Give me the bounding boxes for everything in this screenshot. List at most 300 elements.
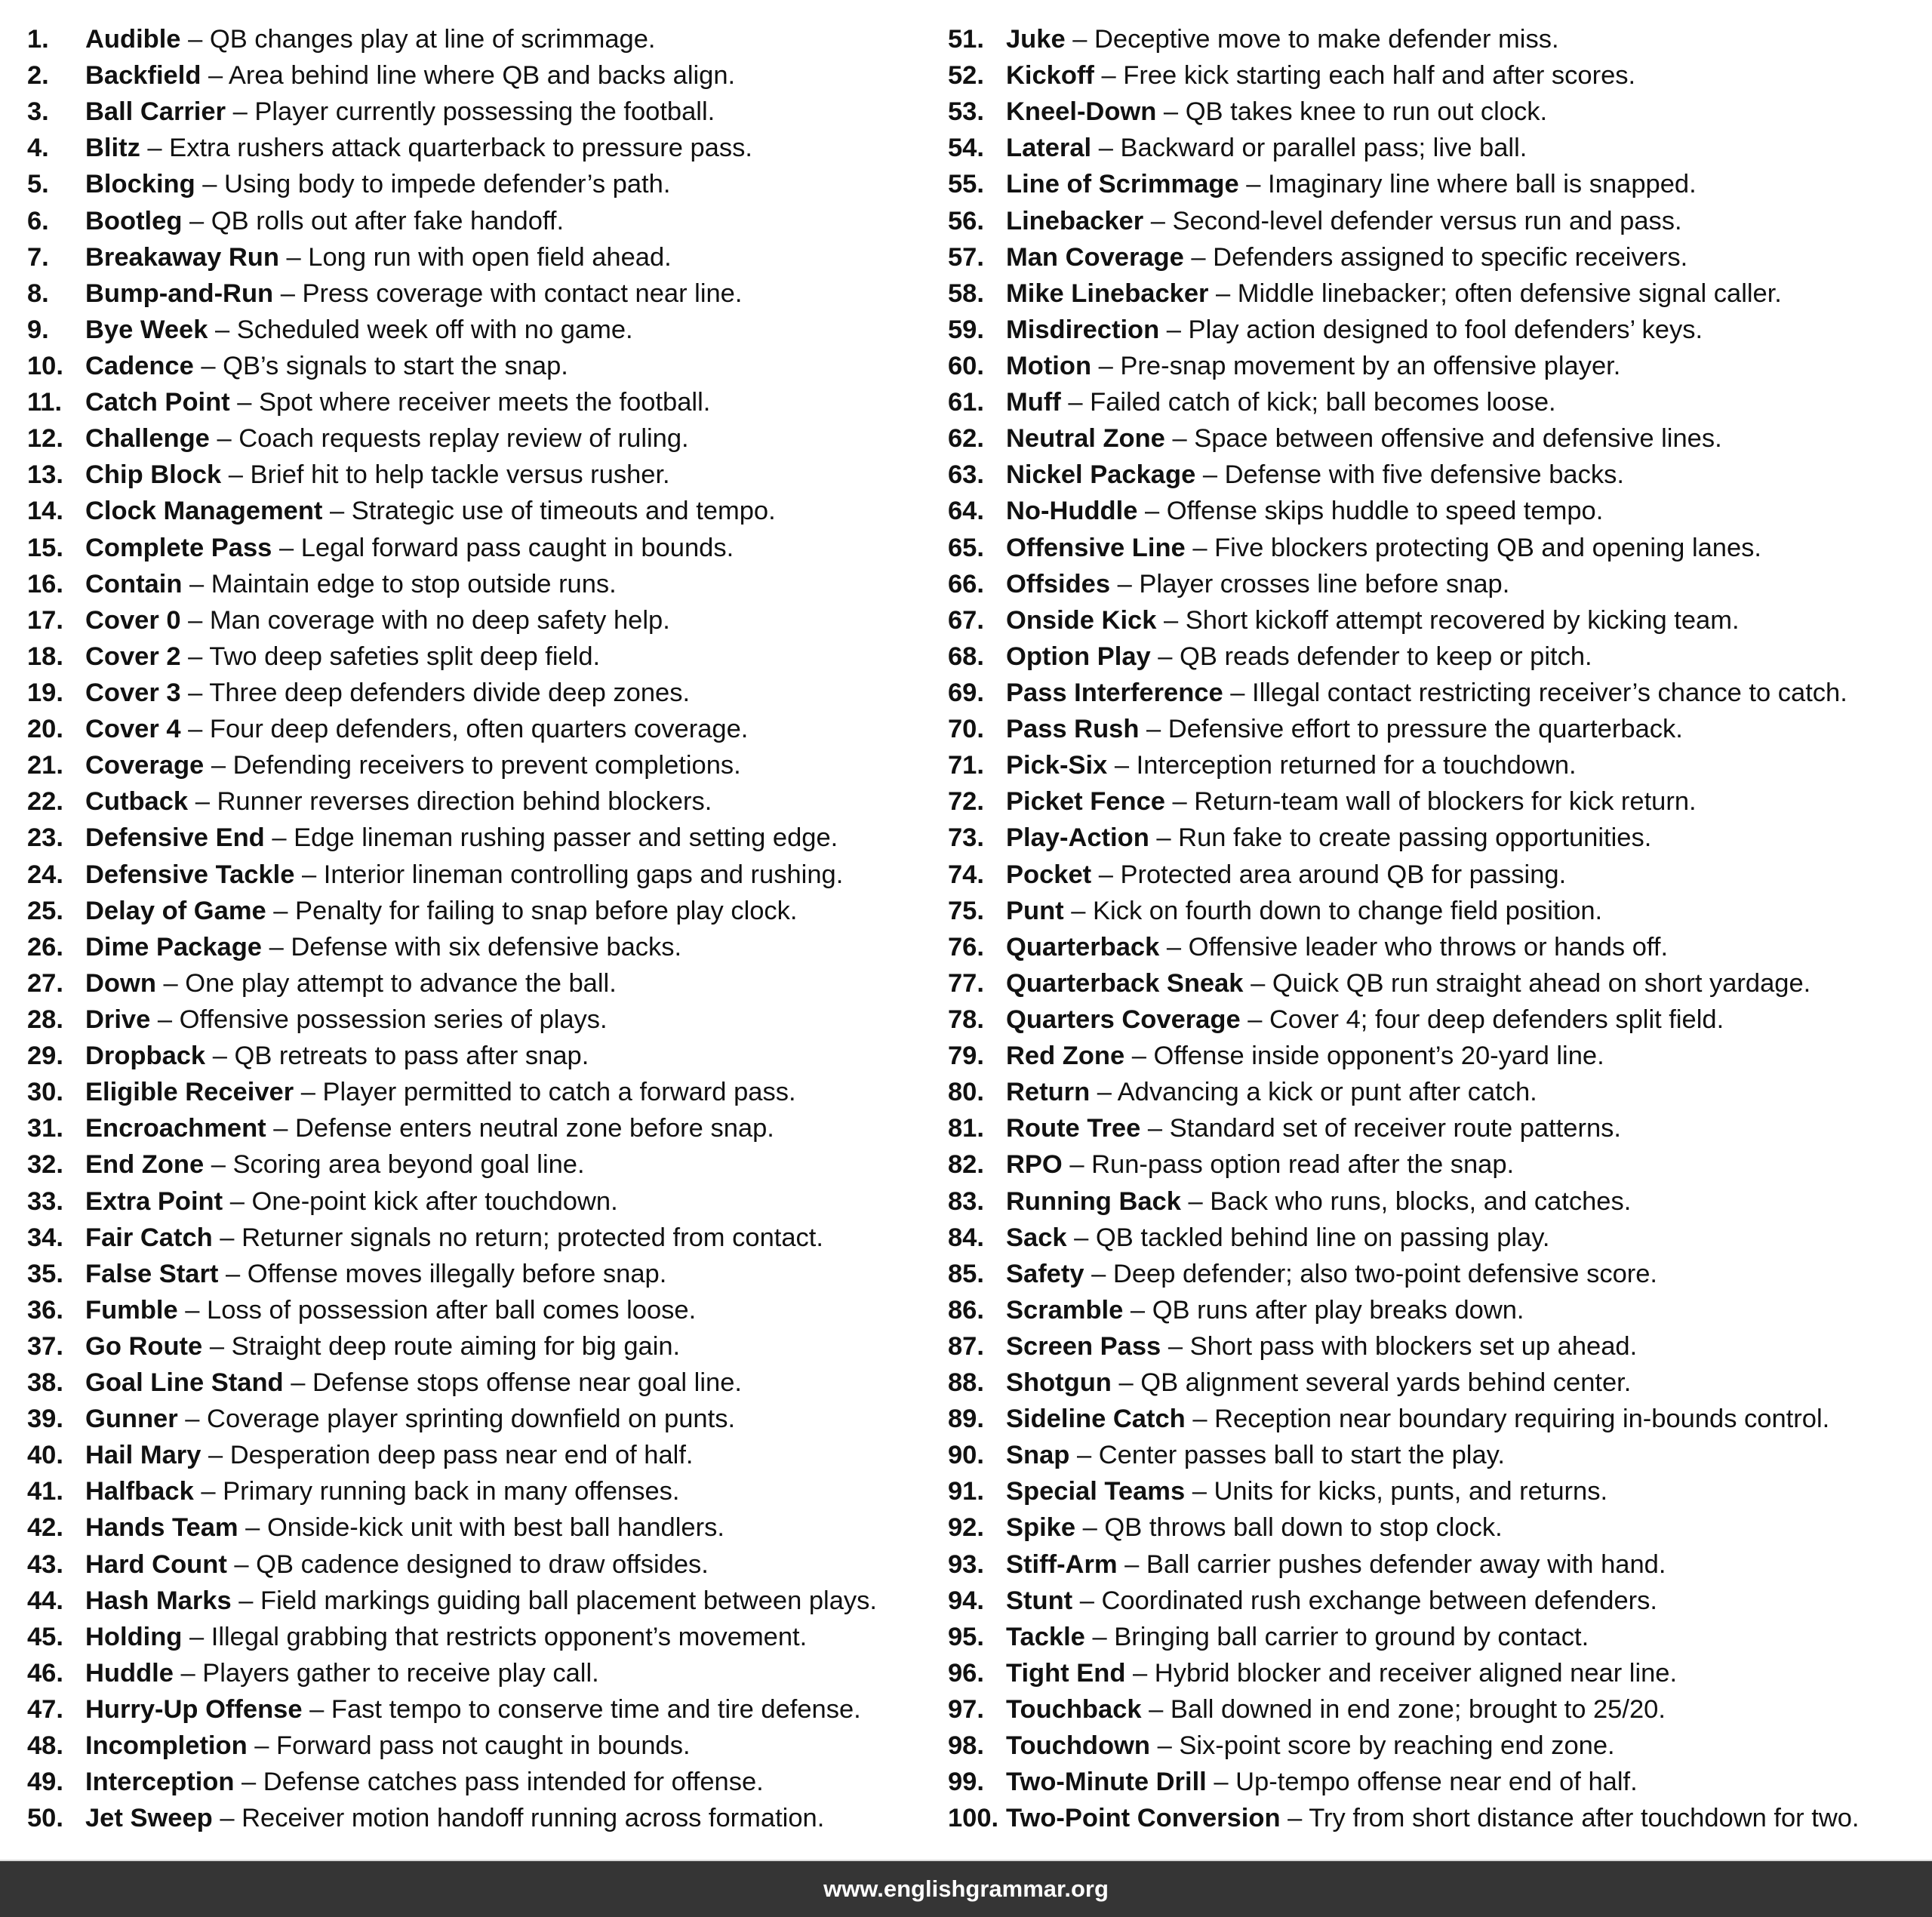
entry-text: [85, 1038, 589, 1074]
entry-text: [85, 1619, 807, 1655]
entry-term: Neutral Zone: [1006, 424, 1165, 454]
entry-term: Extra Point: [85, 1186, 223, 1216]
entry-definition: – QB retreats to pass after snap.: [205, 1042, 589, 1071]
entry-number: 98.: [948, 1731, 984, 1761]
entry-text: [1006, 493, 1603, 529]
entry-definition: – Offense moves illegally before snap.: [218, 1259, 667, 1288]
entry-text: [1006, 820, 1651, 856]
entry-term: Encroachment: [85, 1114, 266, 1143]
entry-term: Cover 4: [85, 715, 181, 744]
entry-term: Defensive End: [85, 823, 265, 853]
entry-definition: – Offense skips huddle to speed tempo.: [1137, 497, 1604, 526]
entry-text: [85, 1473, 680, 1509]
entry-definition: – Area behind line where QB and backs align.: [201, 61, 736, 91]
entry-definition: – Bringing ball carrier to ground by contact.: [1084, 1622, 1589, 1651]
entry-definition: – Player crosses line before snap.: [1110, 569, 1510, 598]
entry-number: 87.: [948, 1331, 984, 1361]
entry-text: [1006, 1437, 1505, 1473]
entry-definition: – Illegal contact restricting receiver’s chance to catch.: [1223, 678, 1847, 707]
entry-definition: – QB alignment several yards behind center.: [1111, 1368, 1632, 1398]
entry-definition: – QB’s signals to start the snap.: [193, 351, 568, 380]
entry-number: 58.: [948, 278, 984, 308]
entry-definition: – Backward or parallel pass; live ball.: [1091, 134, 1527, 163]
entry-definition: – Coordinated rush exchange between defenders.: [1072, 1586, 1658, 1615]
entry-term: Pass Interference: [1006, 678, 1223, 707]
entry-number: 77.: [948, 968, 984, 998]
entry-text: [1006, 166, 1697, 202]
entry-number: 37.: [27, 1331, 63, 1361]
footer-bar: [0, 1860, 1932, 1917]
entry-term: Contain: [85, 569, 183, 598]
entry-definition: – Long run with open field ahead.: [278, 242, 672, 272]
entry-number: 85.: [948, 1259, 984, 1288]
entry-term: Clock Management: [85, 497, 323, 526]
entry-term: Picket Fence: [1006, 787, 1165, 817]
entry-text: [85, 94, 715, 130]
entry-term: Goal Line Stand: [85, 1368, 284, 1398]
entry-term: Quarterback: [1006, 932, 1160, 962]
entry-number: 94.: [948, 1586, 984, 1615]
entry-term: Running Back: [1006, 1186, 1181, 1216]
entry-text: [1006, 747, 1577, 783]
entry-definition: – Imaginary line where ball is snapped.: [1238, 170, 1697, 199]
entry-term: Cover 2: [85, 642, 181, 671]
entry-text: [1006, 965, 1810, 1002]
entry-term: Halfback: [85, 1477, 194, 1506]
entry-number: 76.: [948, 932, 984, 962]
entry-number: 15.: [27, 533, 63, 562]
entry-definition: – Failed catch of kick; ball becomes loose.: [1060, 388, 1556, 417]
entry-definition: – Coach requests replay review of ruling.: [209, 424, 689, 454]
entry-term: Incompletion: [85, 1731, 248, 1761]
entry-number: 27.: [27, 968, 63, 998]
entry-term: Blocking: [85, 170, 195, 199]
entry-term: Dime Package: [85, 932, 262, 962]
entry-number: 48.: [27, 1731, 63, 1761]
entry-definition: – Interior lineman controlling gaps and rushing.: [294, 860, 844, 889]
entry-term: Man Coverage: [1006, 242, 1184, 272]
entry-number: 54.: [948, 134, 984, 163]
entry-text: [85, 420, 689, 457]
entry-term: Sideline Catch: [1006, 1405, 1186, 1434]
entry-number: 71.: [948, 751, 984, 780]
entry-term: Screen Pass: [1006, 1331, 1161, 1361]
entry-definition: – Up-tempo offense near end of half.: [1206, 1768, 1638, 1797]
entry-number: 65.: [948, 533, 984, 562]
entry-number: 74.: [948, 860, 984, 889]
entry-number: 52.: [948, 61, 984, 91]
entry-number: 55.: [948, 170, 984, 199]
entry-number: 36.: [27, 1295, 63, 1325]
entry-term: Safety: [1006, 1259, 1084, 1288]
entry-definition: – Advancing a kick or punt after catch.: [1090, 1078, 1537, 1107]
entry-term: Challenge: [85, 424, 210, 454]
entry-text: [1006, 1546, 1666, 1583]
entry-term: Pick-Six: [1006, 751, 1108, 780]
entry-text: [1006, 1509, 1503, 1546]
entry-definition: – Ball downed in end zone; brought to 25/20.: [1141, 1695, 1666, 1725]
entry-text: [1006, 239, 1687, 275]
entry-number: 56.: [948, 206, 984, 235]
entry-text: [85, 1074, 796, 1110]
entry-number: 57.: [948, 242, 984, 272]
entry-number: 75.: [948, 896, 984, 925]
entry-number: 66.: [948, 569, 984, 598]
entry-text: [1006, 893, 1602, 929]
entry-text: [1006, 1691, 1666, 1728]
entry-text: [1006, 130, 1527, 166]
entry-text: [85, 1220, 823, 1256]
entry-number: 69.: [948, 678, 984, 707]
entry-number: 19.: [27, 678, 63, 707]
entry-number: 8.: [27, 278, 49, 308]
entry-number: 43.: [27, 1549, 63, 1579]
entry-definition: – Five blockers protecting QB and opening lanes.: [1185, 533, 1762, 562]
entry-text: [1006, 929, 1668, 965]
entry-definition: – Defensive effort to pressure the quarterback.: [1139, 715, 1683, 744]
entry-number: 42.: [27, 1513, 63, 1543]
entry-term: Return: [1006, 1078, 1091, 1107]
entry-term: Two-Point Conversion: [1006, 1804, 1281, 1833]
entry-term: Ball Carrier: [85, 97, 226, 127]
entry-definition: – QB cadence designed to draw offsides.: [226, 1549, 709, 1579]
entry-definition: – Return-team wall of blockers for kick return.: [1164, 787, 1697, 817]
entry-text: [85, 384, 710, 420]
entry-term: Chip Block: [85, 460, 222, 490]
entry-number: 64.: [948, 497, 984, 526]
entry-number: 62.: [948, 424, 984, 454]
entry-definition: – Press coverage with contact near line.: [273, 278, 743, 308]
entry-number: 79.: [948, 1042, 984, 1071]
entry-term: Cutback: [85, 787, 189, 817]
entry-text: [85, 1328, 680, 1365]
entry-number: 6.: [27, 206, 49, 235]
entry-number: 11.: [27, 388, 63, 417]
entry-definition: – Legal forward pass caught in bounds.: [272, 533, 734, 562]
entry-definition: – Second-level defender versus run and pass.: [1143, 206, 1682, 235]
entry-term: Holding: [85, 1622, 183, 1651]
entry-term: Nickel Package: [1006, 460, 1196, 490]
entry-definition: – Maintain edge to stop outside runs.: [182, 569, 617, 598]
entry-text: [1006, 1256, 1657, 1292]
entry-term: Stiff-Arm: [1006, 1549, 1118, 1579]
entry-number: 28.: [27, 1005, 63, 1034]
entry-term: Hail Mary: [85, 1441, 202, 1470]
entry-term: Hash Marks: [85, 1586, 232, 1615]
entry-text: [85, 1800, 824, 1836]
entry-definition: – Hybrid blocker and receiver aligned near line.: [1125, 1658, 1678, 1688]
entry-text: [1006, 1110, 1621, 1146]
entry-text: [85, 711, 748, 747]
entry-term: Quarters Coverage: [1006, 1005, 1241, 1034]
entry-definition: – Defending receivers to prevent completions.: [204, 751, 741, 780]
entry-term: Two-Minute Drill: [1006, 1768, 1207, 1797]
entry-definition: – Reception near boundary requiring in-bounds control.: [1185, 1405, 1830, 1434]
entry-definition: – Run fake to create passing opportunities.: [1149, 823, 1652, 853]
entry-number: 92.: [948, 1513, 984, 1543]
entry-definition: – Interception returned for a touchdown.: [1107, 751, 1577, 780]
entry-text: [85, 1655, 599, 1691]
entry-term: Breakaway Run: [85, 242, 279, 272]
entry-number: 46.: [27, 1658, 63, 1688]
entry-number: 67.: [948, 605, 984, 635]
entry-definition: – Back who runs, blocks, and catches.: [1180, 1186, 1632, 1216]
entry-number: 7.: [27, 242, 49, 272]
entry-term: Jet Sweep: [85, 1804, 213, 1833]
entry-text: [85, 493, 776, 529]
entry-text: [85, 1509, 724, 1546]
entry-number: 90.: [948, 1441, 984, 1470]
entry-definition: – Field markings guiding ball placement between plays.: [231, 1586, 877, 1615]
entry-definition: – Offensive possession series of plays.: [150, 1005, 608, 1034]
entry-text: [85, 530, 734, 566]
entry-number: 68.: [948, 642, 984, 671]
entry-term: False Start: [85, 1259, 219, 1288]
entry-definition: – QB rolls out after fake handoff.: [182, 206, 565, 235]
entry-text: [85, 675, 690, 711]
entry-term: Delay of Game: [85, 896, 266, 925]
entry-term: Go Route: [85, 1331, 203, 1361]
entry-definition: – Desperation deep pass near end of half.: [201, 1441, 694, 1470]
entry-definition: – Brief hit to help tackle versus rusher.: [221, 460, 670, 490]
entry-text: [85, 566, 617, 602]
entry-definition: – Using body to impede defender’s path.: [195, 170, 671, 199]
entry-definition: – Cover 4; four deep defenders split field.: [1240, 1005, 1724, 1034]
entry-term: Snap: [1006, 1441, 1070, 1470]
entry-number: 70.: [948, 715, 984, 744]
entry-term: Quarterback Sneak: [1006, 968, 1244, 998]
entry-definition: – QB reads defender to keep or pitch.: [1150, 642, 1592, 671]
entry-text: [85, 1401, 735, 1437]
entry-term: Backfield: [85, 61, 202, 91]
entry-term: Gunner: [85, 1405, 178, 1434]
entry-number: 30.: [27, 1078, 63, 1107]
entry-text: [85, 1691, 861, 1728]
entry-definition: – Strategic use of timeouts and tempo.: [322, 497, 776, 526]
entry-number: 29.: [27, 1042, 63, 1071]
entry-definition: – Illegal grabbing that restricts opponent’s movement.: [182, 1622, 808, 1651]
entry-term: Play-Action: [1006, 823, 1149, 853]
entry-definition: – Four deep defenders, often quarters coverage.: [180, 715, 749, 744]
entry-text: [85, 965, 617, 1002]
entry-definition: – Standard set of receiver route patterns.: [1140, 1114, 1621, 1143]
entry-number: 80.: [948, 1078, 984, 1107]
entry-definition: – Quick QB run straight ahead on short yardage.: [1243, 968, 1811, 998]
entry-term: Cover 0: [85, 605, 181, 635]
entry-term: No-Huddle: [1006, 497, 1138, 526]
entry-number: 23.: [27, 823, 63, 853]
entry-term: Kneel-Down: [1006, 97, 1157, 127]
entry-definition: – Deep defender; also two-point defensive score.: [1084, 1259, 1658, 1288]
entry-definition: – Defense catches pass intended for offense.: [234, 1768, 764, 1797]
entry-number: 97.: [948, 1695, 984, 1725]
entry-number: 16.: [27, 569, 63, 598]
entry-text: [1006, 1619, 1589, 1655]
entry-number: 89.: [948, 1405, 984, 1434]
entry-number: 96.: [948, 1658, 984, 1688]
entry-definition: – Forward pass not caught in bounds.: [247, 1731, 691, 1761]
entry-text: [85, 820, 838, 856]
entry-definition: – Short kickoff attempt recovered by kicking team.: [1156, 605, 1740, 635]
entry-definition: – Players gather to receive play call.: [173, 1658, 599, 1688]
entry-text: [1006, 57, 1635, 94]
entry-term: Muff: [1006, 388, 1061, 417]
entry-number: 93.: [948, 1549, 984, 1579]
entry-term: Onside Kick: [1006, 605, 1157, 635]
entry-definition: – Offensive leader who throws or hands off.: [1159, 932, 1669, 962]
entry-text: [85, 1365, 742, 1401]
entry-number: 51.: [948, 25, 984, 54]
entry-text: [1006, 94, 1547, 130]
entry-text: [85, 239, 672, 275]
entry-text: [85, 166, 670, 202]
entry-definition: – QB tackled behind line on passing play.: [1066, 1223, 1550, 1252]
entry-term: Spike: [1006, 1513, 1076, 1543]
entry-term: Stunt: [1006, 1586, 1073, 1615]
entry-number: 73.: [948, 823, 984, 853]
entry-definition: – QB runs after play breaks down.: [1123, 1295, 1524, 1325]
entry-definition: – Protected area around QB for passing.: [1091, 860, 1567, 889]
entry-text: [85, 1110, 774, 1146]
entry-term: Mike Linebacker: [1006, 278, 1209, 308]
entry-definition: – One-point kick after touchdown.: [223, 1186, 618, 1216]
entry-number: 22.: [27, 787, 63, 817]
entry-term: Dropback: [85, 1042, 206, 1071]
entry-term: Hard Count: [85, 1549, 227, 1579]
entry-term: Tight End: [1006, 1658, 1126, 1688]
entry-definition: – Kick on fourth down to change field position.: [1063, 896, 1603, 925]
entry-text: [85, 638, 600, 675]
entry-text: [1006, 1220, 1550, 1256]
entry-definition: – QB takes knee to run out clock.: [1156, 97, 1548, 127]
entry-number: 95.: [948, 1622, 984, 1651]
entry-term: Bootleg: [85, 206, 183, 235]
entry-text: [1006, 566, 1509, 602]
entry-text: [85, 1256, 666, 1292]
entry-text: [1006, 275, 1782, 312]
entry-number: 53.: [948, 97, 984, 127]
entry-text: [1006, 1002, 1724, 1038]
entry-text: [1006, 675, 1847, 711]
entry-number: 78.: [948, 1005, 984, 1034]
entry-term: Scramble: [1006, 1295, 1124, 1325]
entry-number: 10.: [27, 351, 63, 380]
entry-definition: – Returner signals no return; protected from contact.: [212, 1223, 823, 1252]
entry-definition: – Penalty for failing to snap before play clock.: [266, 896, 798, 925]
entry-term: Coverage: [85, 751, 205, 780]
entry-text: [85, 275, 742, 312]
entry-definition: – One play attempt to advance the ball.: [155, 968, 617, 998]
entry-number: 88.: [948, 1368, 984, 1398]
entry-term: Fumble: [85, 1295, 178, 1325]
entry-term: Misdirection: [1006, 315, 1160, 344]
entry-term: Kickoff: [1006, 61, 1094, 91]
entry-number: 21.: [27, 751, 63, 780]
entry-term: Audible: [85, 25, 181, 54]
entry-term: Pocket: [1006, 860, 1092, 889]
entry-number: 100.: [948, 1804, 999, 1833]
entry-text: [1006, 312, 1703, 348]
entry-term: Option Play: [1006, 642, 1151, 671]
entry-text: [85, 348, 568, 384]
entry-text: [85, 21, 655, 57]
entry-text: [85, 457, 670, 493]
entry-definition: – Pre-snap movement by an offensive player.: [1091, 351, 1621, 380]
entry-definition: – Six-point score by reaching end zone.: [1149, 1731, 1615, 1761]
entry-definition: – Free kick starting each half and after scores.: [1094, 61, 1636, 91]
entry-text: [1006, 783, 1697, 820]
entry-text: [1006, 1074, 1537, 1110]
footer-url[interactable]: www.englishgrammar.org: [823, 1875, 1109, 1902]
entry-text: [85, 1183, 618, 1220]
entry-definition: – Run-pass option read after the snap.: [1062, 1150, 1515, 1180]
entry-text: [85, 1728, 691, 1764]
entry-text: [1006, 21, 1559, 57]
entry-text: [85, 130, 752, 166]
entry-text: [1006, 1038, 1604, 1074]
entry-number: 60.: [948, 351, 984, 380]
entry-number: 72.: [948, 787, 984, 817]
entry-definition: – Play action designed to fool defenders’ keys.: [1159, 315, 1703, 344]
entry-term: Cadence: [85, 351, 194, 380]
entry-number: 12.: [27, 424, 63, 454]
entry-number: 33.: [27, 1186, 63, 1216]
entry-term: Drive: [85, 1005, 151, 1034]
entry-number: 26.: [27, 932, 63, 962]
entry-definition: – Fast tempo to conserve time and tire defense.: [302, 1695, 861, 1725]
entry-text: [1006, 1328, 1637, 1365]
entry-text: [1006, 203, 1682, 239]
entry-number: 17.: [27, 605, 63, 635]
entry-text: [1006, 457, 1624, 493]
entry-text: [1006, 530, 1761, 566]
entry-number: 99.: [948, 1768, 984, 1797]
entry-definition: – Short pass with blockers set up ahead.: [1161, 1331, 1638, 1361]
entry-definition: – Three deep defenders divide deep zones.: [180, 678, 691, 707]
entry-definition: – Defense enters neutral zone before snap.: [266, 1114, 774, 1143]
entry-definition: – Middle linebacker; often defensive signal caller.: [1208, 278, 1782, 308]
entry-number: 50.: [27, 1804, 63, 1833]
entry-term: Hurry-Up Offense: [85, 1695, 303, 1725]
entry-text: [1006, 638, 1592, 675]
entry-text: [1006, 1292, 1524, 1328]
entry-number: 45.: [27, 1622, 63, 1651]
entry-number: 13.: [27, 460, 63, 490]
entry-number: 84.: [948, 1223, 984, 1252]
entry-term: Line of Scrimmage: [1006, 170, 1239, 199]
entry-definition: – Player permitted to catch a forward pass.: [294, 1078, 796, 1107]
entry-text: [1006, 1583, 1657, 1619]
entry-definition: – Offense inside opponent’s 20-yard line.: [1124, 1042, 1604, 1071]
entry-definition: – Scoring area beyond goal line.: [204, 1150, 585, 1180]
entry-definition: – Man coverage with no deep safety help.: [180, 605, 670, 635]
entry-definition: – Defense with six defensive backs.: [261, 932, 682, 962]
entry-number: 82.: [948, 1150, 984, 1180]
entry-term: Huddle: [85, 1658, 174, 1688]
entry-text: [85, 893, 798, 929]
entry-term: Juke: [1006, 25, 1066, 54]
entry-number: 86.: [948, 1295, 984, 1325]
entry-term: Pass Rush: [1006, 715, 1140, 744]
entry-definition: – Space between offensive and defensive lines.: [1164, 424, 1722, 454]
entry-definition: – Edge lineman rushing passer and setting edge.: [264, 823, 838, 853]
entry-number: 14.: [27, 497, 63, 526]
entry-number: 44.: [27, 1586, 63, 1615]
entry-term: Interception: [85, 1768, 235, 1797]
entry-definition: – Defense stops offense near goal line.: [283, 1368, 742, 1398]
entry-number: 32.: [27, 1150, 63, 1180]
entry-term: Down: [85, 968, 156, 998]
